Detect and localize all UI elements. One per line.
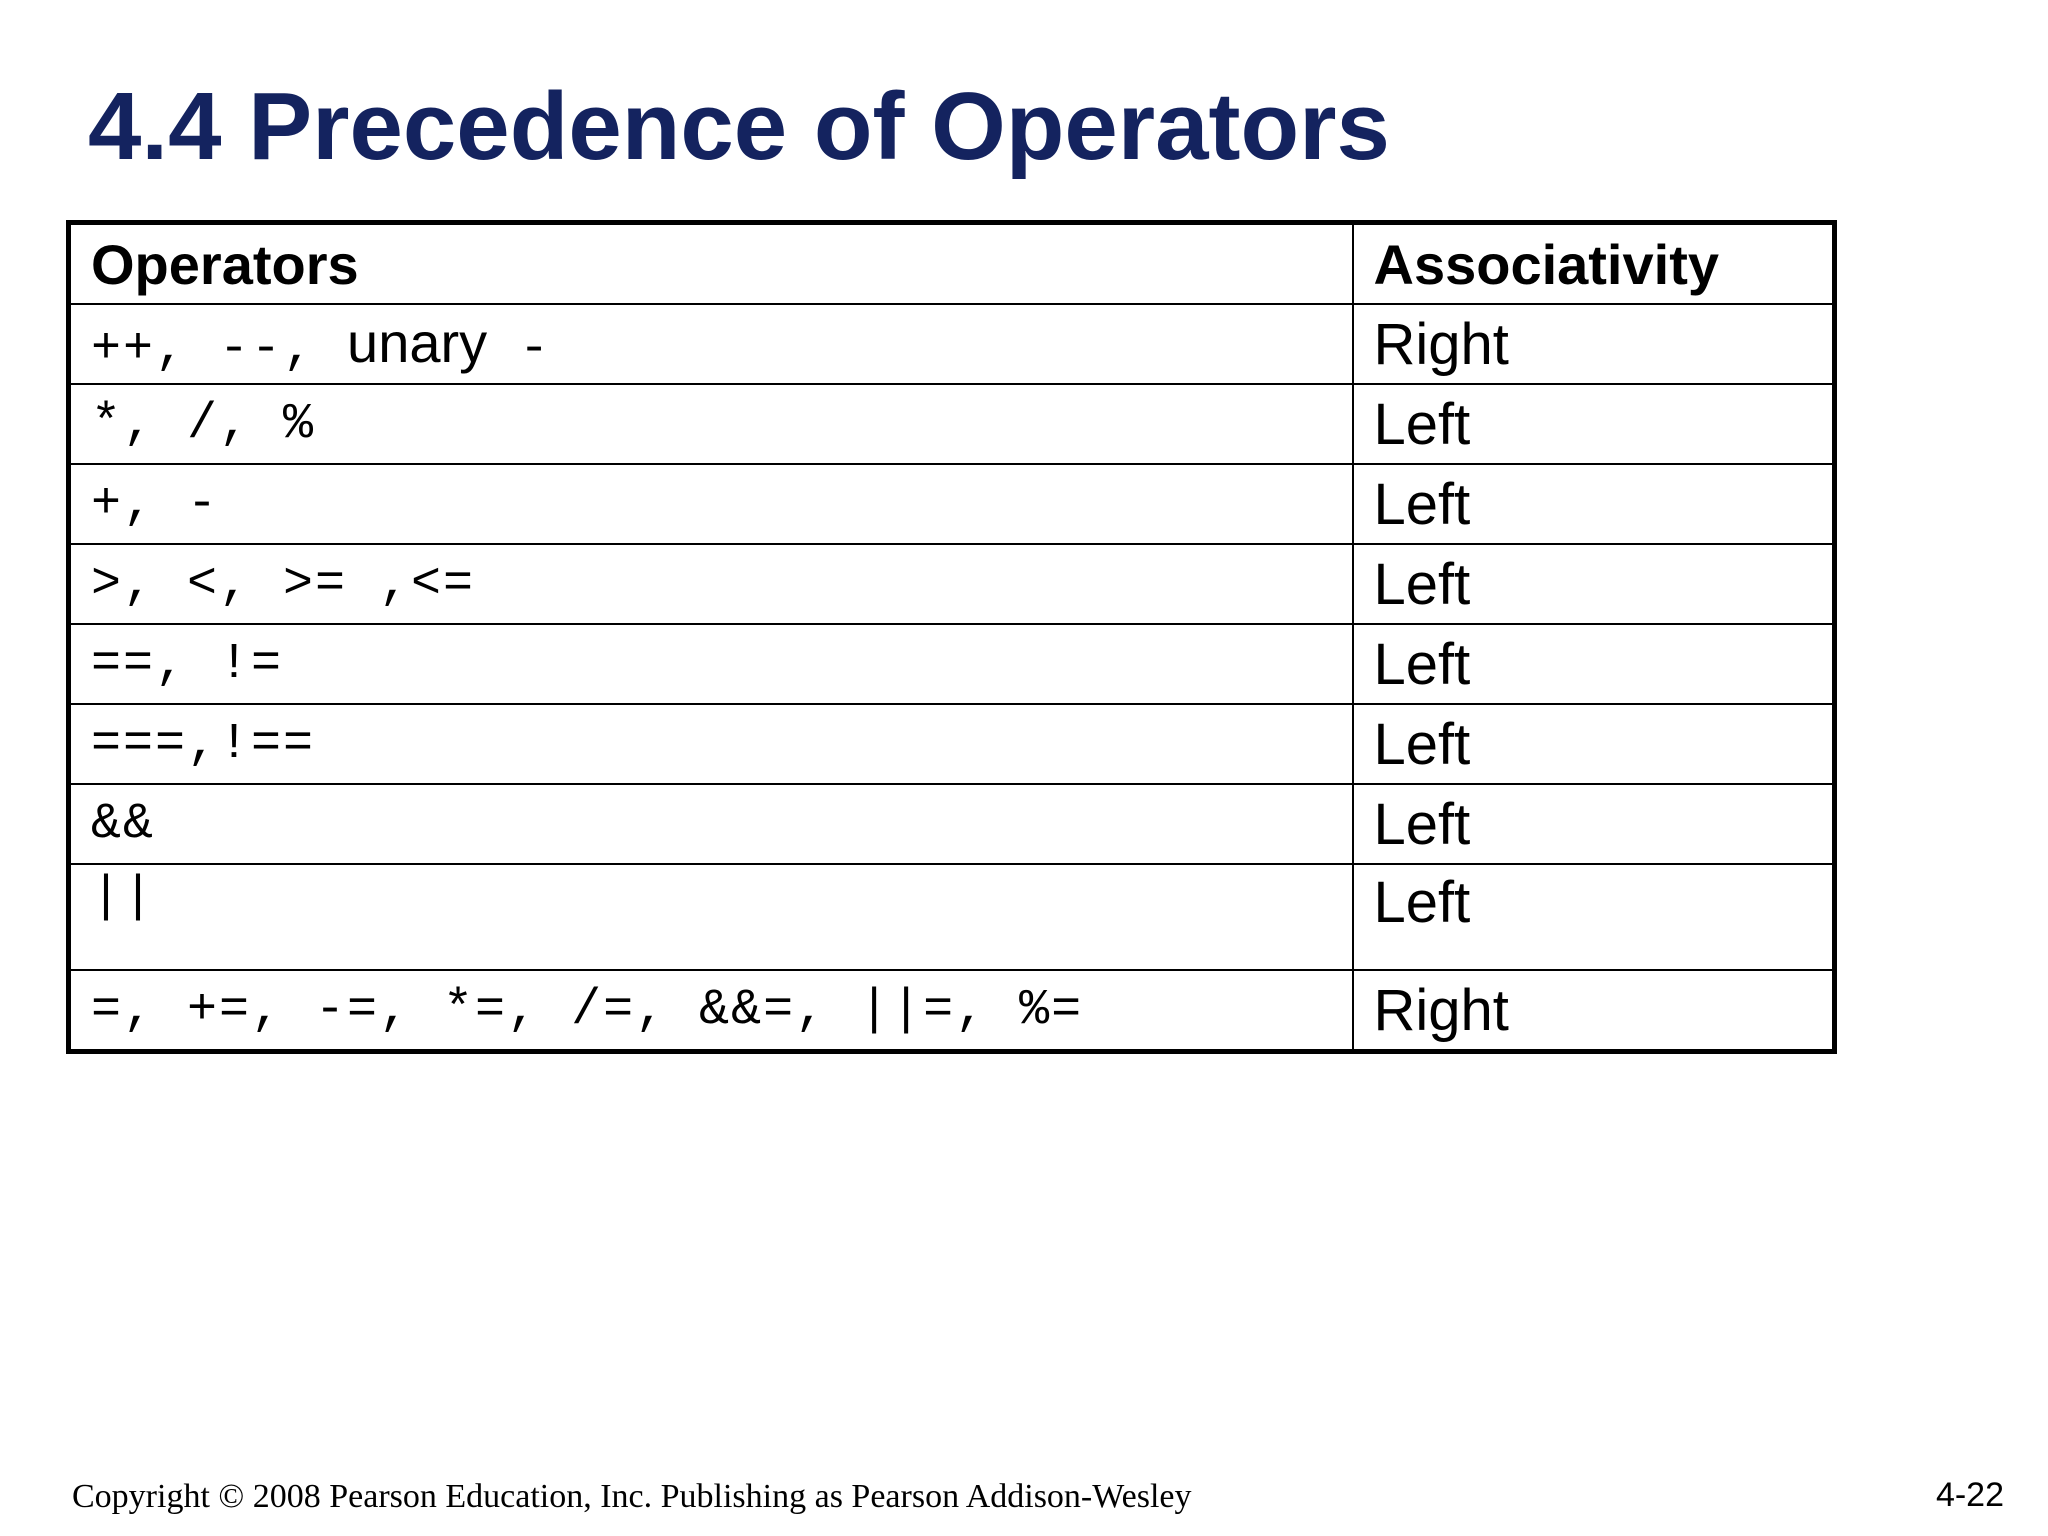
operators-text: ++, --, — [91, 321, 348, 378]
associativity-cell: Left — [1353, 624, 1835, 704]
table-row — [69, 544, 1835, 624]
associativity-cell: Left — [1353, 544, 1835, 624]
footer-copyright: Copyright © 2008 Pearson Education, Inc. Publishing as Pearson Addison-Wesley — [72, 1478, 1192, 1515]
operators-cell: || — [69, 864, 1353, 970]
operators-cell: >, <, >= ,<= — [69, 544, 1353, 624]
operators-cell: *, /, % — [69, 384, 1353, 464]
operators-cell: +, - — [69, 464, 1353, 544]
header-associativity: Associativity — [1353, 223, 1835, 305]
operators-cell — [69, 304, 1353, 384]
precedence-table — [66, 220, 1837, 1054]
page-number: 4-22 — [1935, 1476, 2004, 1514]
associativity-cell: Left — [1353, 704, 1835, 784]
slide-title: 4.4 Precedence of Operators — [88, 73, 1390, 180]
table-row — [69, 704, 1835, 784]
associativity-cell: Left — [1353, 384, 1835, 464]
associativity-cell: Right — [1353, 304, 1835, 384]
header-operators: Operators — [69, 223, 1353, 305]
table-row — [69, 464, 1835, 544]
table-row — [69, 970, 1835, 1052]
operators-cell: =, +=, -=, *=, /=, &&=, ||=, %= — [69, 970, 1353, 1052]
associativity-cell: Left — [1353, 864, 1835, 970]
operators-cell: && — [69, 784, 1353, 864]
operators-text-tail: - — [487, 321, 552, 378]
table-row — [69, 624, 1835, 704]
table-row — [69, 304, 1835, 384]
table-row — [69, 784, 1835, 864]
table-row — [69, 864, 1835, 970]
table-header-row — [69, 223, 1835, 305]
table-row — [69, 384, 1835, 464]
operators-cell: ==, != — [69, 624, 1353, 704]
operators-cell: ===,!== — [69, 704, 1353, 784]
operators-text-unary: unary — [347, 311, 488, 374]
associativity-cell: Left — [1353, 784, 1835, 864]
associativity-cell: Right — [1353, 970, 1835, 1052]
associativity-cell: Left — [1353, 464, 1835, 544]
